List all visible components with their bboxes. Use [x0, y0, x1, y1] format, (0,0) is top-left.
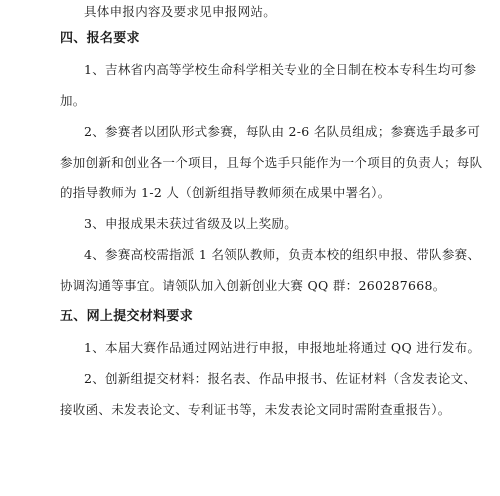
section4-item2-line3: 的指导教师为 1-2 人（创新组指导教师须在成果中署名）。 — [60, 185, 391, 200]
section4-item2-line2: 参加创新和创业各一个项目，且每个选手只能作为一个项目的负责人；每队 — [60, 155, 483, 170]
section5-item2-line2: 接收函、未发表论文、专利证书等，未发表论文同时需附查重报告）。 — [60, 402, 451, 417]
section5-item1: 1、本届大赛作品通过网站进行申报，申报地址将通过 QQ 进行发布。 — [84, 340, 481, 355]
section5-item2-line1: 2、创新组提交材料：报名表、作品申报书、佐证材料（含发表论文、 — [84, 371, 477, 386]
section4-item2-line1: 2、参赛者以团队形式参赛，每队由 2-6 名队员组成；参赛选手最多可 — [84, 124, 481, 139]
section4-item1-line2: 加。 — [60, 93, 86, 108]
section4-item4-line2: 协调沟通等事宜。请领队加入创新创业大赛 QQ 群：260287668。 — [60, 278, 446, 293]
section4-heading: 四、报名要求 — [60, 31, 140, 46]
section5-heading: 五、网上提交材料要求 — [60, 309, 194, 324]
intro-line: 具体申报内容及要求见申报网站。 — [84, 4, 277, 19]
section4-item4-line1: 4、参赛高校需指派 1 名领队教师，负责本校的组织申报、带队参赛、 — [84, 247, 481, 262]
section4-item1-line1: 1、吉林省内高等学校生命科学相关专业的全日制在校本专科生均可参 — [84, 62, 477, 77]
section4-item3: 3、申报成果未获过省级及以上奖励。 — [84, 216, 298, 231]
